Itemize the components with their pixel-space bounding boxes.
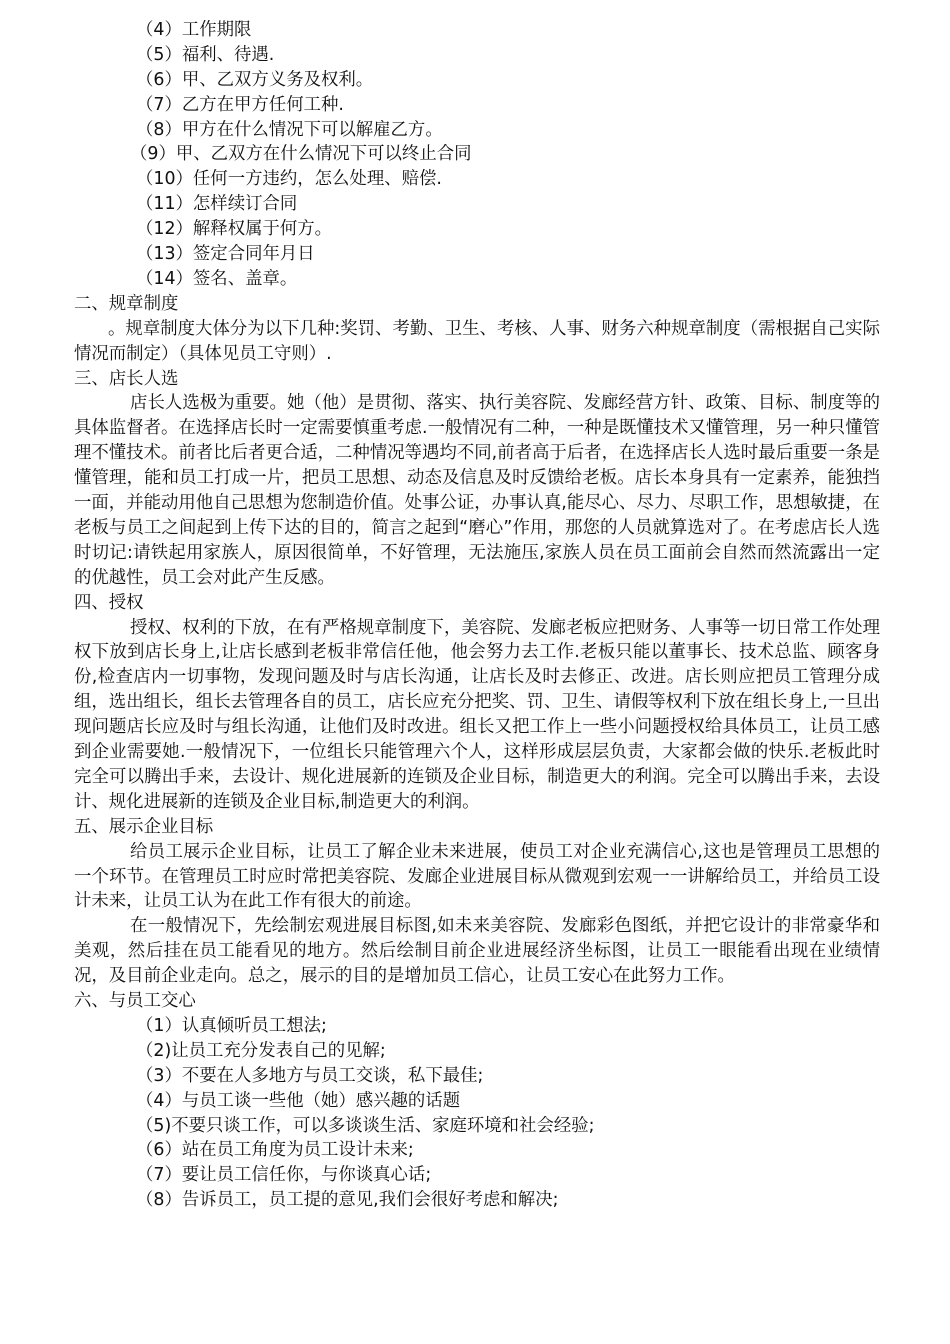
section-heading: 五、展示企业目标 xyxy=(74,816,214,837)
list-item: （6）甲、乙双方义务及权利。 xyxy=(136,69,374,90)
contract-items-list xyxy=(74,18,880,292)
section-paragraph: 店长人选极为重要。她（他）是贯彻、落实、执行美容院、发廊经营方针、政策、目标、制度等的具体监督者。在选择店长时一定需要慎重考虑.一般情况有二种，一种是既懂技术又懂管理，另一种只懂管理不懂技术。前者比后者更合适，二种情况等遇均不同,前者高于后者，在选择店长人选时最后重要一条是懂管理，能和员工打成一片，把员工思想、动态及信息及时反馈给老板。店长本身具有一定素养，能独挡一面，并能动用他自己思想为您制造价值。处事公证，办事认真,能尽心、尽力、尽职工作，思想敏捷，在老板与员工之间起到上传下达的目的，简言之起到“磨心”作用，那您的人员就算选对了。在考虑店长人选时切记:请铁起用家族人，原因很简单，不好管理，无法施压,家族人员在员工面前会自然而然流露出一定的优越性，员工会对此产生反感。 xyxy=(74,393,880,588)
list-item: （9）甲、乙双方在什么情况下可以终止合同 xyxy=(130,144,472,165)
list-item: （6）站在员工角度为员工设计未来; xyxy=(136,1140,414,1161)
list-item: （14）签名、盖章。 xyxy=(136,268,298,289)
list-item: （5）福利、待遇. xyxy=(136,44,275,65)
list-item: （4）工作期限 xyxy=(136,20,252,40)
list-item: （7）要让员工信任你，与你谈真心话; xyxy=(136,1165,432,1186)
section-paragraph: 授权、权利的下放，在有严格规章制度下，美容院、发廊老板应把财务、人事等一切日常工作处理权下放到店长身上,让店长感到老板非常信任他，他会努力去工作.老板只能以董事长、技术总监、顾客身份,检查店内一切事物，发现问题及时与店长沟通，让店长及时去修正、改进。店长则应把员工管理分成组，选出组长，组长去管理各自的员工，店长应充分把奖、罚、卫生、请假等权利下放在组长身上,一旦出现问题店长应及时与组长沟通，让他们及时改进。组长又把工作上一些小问题授权给具体员工，让员工感到企业需要她.一般情况下，一位组长只能管理六个人，这样形成层层负责，大家都会做的快乐.老板此时完全可以腾出手来，去设计、规化进展新的连锁及企业目标，制造更大的利润。完全可以腾出手来，去设计、规化进展新的连锁及企业目标,制造更大的利润。 xyxy=(74,617,880,812)
communication-list xyxy=(74,1014,880,1213)
section-heading: 六、与员工交心 xyxy=(74,991,196,1012)
list-item: （12）解释权属于何方。 xyxy=(136,219,333,240)
section-paragraph: 在一般情况下，先绘制宏观进展目标图,如未来美容院、发廊彩色图纸，并把它设计的非常豪华和美观，然后挂在员工能看见的地方。然后绘制目前企业进展经济坐标图，让员工一眼能看出现在业绩情况，及目前企业走向。总之，展示的目的是增加员工信心，让员工安心在此努力工作。 xyxy=(74,916,880,987)
list-item: （3）不要在人多地方与员工交谈，私下最佳; xyxy=(136,1065,484,1086)
section-heading: 四、授权 xyxy=(74,592,144,613)
list-item: （11）怎样续订合同 xyxy=(136,194,298,215)
list-item: （4）与员工谈一些他（她）感兴趣的话题 xyxy=(136,1090,461,1111)
list-item: （1）认真倾听员工想法; xyxy=(136,1016,327,1036)
list-item: （5)不要只谈工作，可以多谈谈生活、家庭环境和社会经验; xyxy=(136,1115,595,1136)
list-item: （13）签定合同年月日 xyxy=(136,244,315,265)
list-item: （8）告诉员工，员工提的意见,我们会很好考虑和解决; xyxy=(136,1190,559,1211)
list-item: （2)让员工充分发表自己的见解; xyxy=(136,1040,386,1061)
document-page xyxy=(74,18,880,1213)
list-item: （8）甲方在什么情况下可以解雇乙方。 xyxy=(136,119,443,140)
list-item: （10）任何一方违约，怎么处理、赔偿. xyxy=(136,169,442,190)
section-paragraph: 给员工展示企业目标，让员工了解企业未来进展，使员工对企业充满信心,这也是管理员工思想的一个环节。在管理员工时应时常把美容院、发廊企业进展目标从微观到宏观一一讲解给员工，并给员工设计未来，让员工认为在此工作有很大的前途。 xyxy=(74,841,880,912)
section-heading: 二、规章制度 xyxy=(74,293,179,314)
section-paragraph: 。规章制度大体分为以下几种:奖罚、考勤、卫生、考核、人事、财务六种规章制度（需根据自己实际情况而制定）（具体见员工守则）. xyxy=(74,318,880,364)
section-heading: 三、店长人选 xyxy=(74,368,179,389)
list-item: （7）乙方在甲方任何工种. xyxy=(136,94,344,115)
